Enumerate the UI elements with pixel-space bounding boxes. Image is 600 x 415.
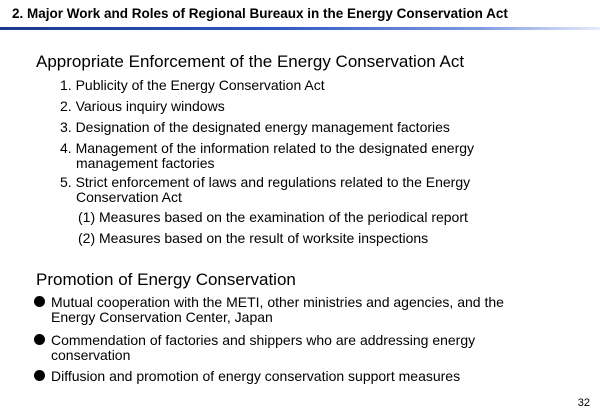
bullet-item: Commendation of factories and shippers who are addressing energy — [51, 332, 476, 348]
bullet-icon — [34, 370, 45, 381]
section-heading-enforcement: Appropriate Enforcement of the Energy Conservation Act — [36, 52, 465, 71]
bullet-icon — [34, 296, 45, 307]
sub-list-item: (2) Measures based on the result of worksite inspections — [78, 230, 429, 246]
list-item-continuation: Conservation Act — [76, 189, 182, 205]
list-item-continuation: management factories — [76, 155, 215, 171]
list-item: 2. Various inquiry windows — [60, 98, 225, 114]
bullet-item: Diffusion and promotion of energy conservation support measures — [51, 368, 461, 384]
bullet-icon — [34, 334, 45, 345]
sub-list-item: (1) Measures based on the examination of the periodical report — [78, 209, 468, 225]
bullet-item-continuation: Energy Conservation Center, Japan — [51, 309, 273, 325]
list-item: 3. Designation of the designated energy management factories — [60, 119, 450, 135]
section-heading-promotion: Promotion of Energy Conservation — [36, 270, 296, 289]
title-underline — [0, 27, 600, 30]
page-number: 32 — [577, 397, 590, 409]
list-item: 1. Publicity of the Energy Conservation Act — [60, 77, 325, 93]
slide-title: 2. Major Work and Roles of Regional Bureaux in the Energy Conservation Act — [12, 6, 508, 21]
list-item: 5. Strict enforcement of laws and regulations related to the Energy — [60, 174, 471, 190]
bullet-item: Mutual cooperation with the METI, other ministries and agencies, and the — [51, 294, 504, 310]
bullet-item-continuation: conservation — [51, 347, 131, 363]
list-item: 4. Management of the information related to the designated energy — [60, 140, 475, 156]
